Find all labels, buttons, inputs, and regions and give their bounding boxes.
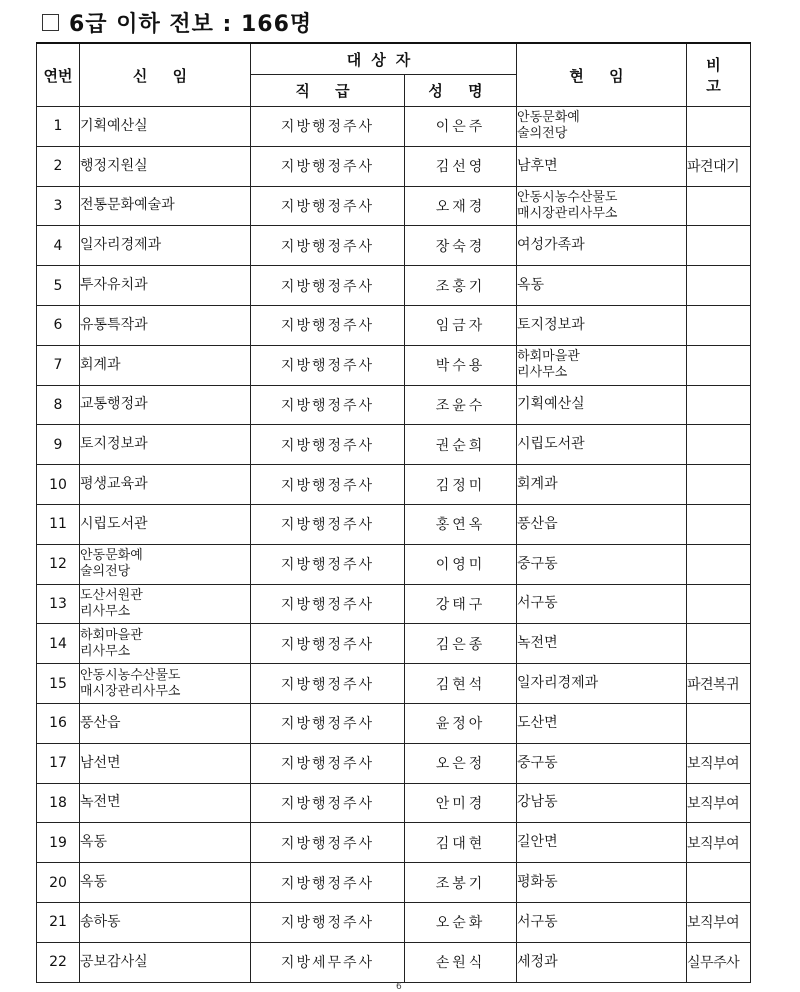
name-cell: 조홍기 (405, 266, 517, 306)
current-post-cell: 길안면 (517, 834, 558, 851)
note-cell (687, 226, 751, 266)
table-row (37, 743, 751, 783)
new-post-cell: 전통문화예술과 (80, 197, 175, 214)
table-row (37, 544, 751, 584)
row-number: 22 (37, 942, 80, 982)
note-cell: 보직부여 (687, 823, 751, 863)
rank-cell: 지방행정주사 (251, 584, 405, 624)
note-cell (687, 465, 751, 505)
header-rank: 직 급 (251, 75, 405, 107)
table-row (37, 584, 751, 624)
new-post-cell: 공보감사실 (80, 953, 148, 970)
table-row (37, 226, 751, 266)
note-cell (687, 186, 751, 226)
roster-body (37, 107, 751, 983)
page-title: 6급 이하 전보 : 166명 (69, 11, 313, 37)
row-number: 9 (37, 425, 80, 465)
table-row (37, 863, 751, 903)
name-cell: 박수용 (405, 345, 517, 385)
new-post-cell: 시립도서관 (80, 515, 148, 532)
note-cell: 보직부여 (687, 783, 751, 823)
header-new-post: 신 임 (80, 43, 251, 107)
row-number: 14 (37, 624, 80, 664)
header-current-post: 현 임 (517, 43, 687, 107)
name-cell: 오재경 (405, 186, 517, 226)
name-cell: 이영미 (405, 544, 517, 584)
name-cell: 임금자 (405, 305, 517, 345)
table-row (37, 186, 751, 226)
table-row (37, 305, 751, 345)
table-row (37, 624, 751, 664)
row-number: 6 (37, 305, 80, 345)
table-row (37, 664, 751, 704)
current-post-cell: 하회마을관 리사무소 (517, 349, 580, 381)
current-post-cell: 일자리경제과 (517, 675, 599, 692)
rank-cell: 지방행정주사 (251, 345, 405, 385)
note-cell (687, 544, 751, 584)
new-post-cell: 유통특작과 (80, 316, 148, 333)
rank-cell: 지방행정주사 (251, 305, 405, 345)
page-number: 6 (396, 982, 402, 992)
name-cell: 손원식 (405, 942, 517, 982)
row-number: 17 (37, 743, 80, 783)
name-cell: 장숙경 (405, 226, 517, 266)
row-number: 20 (37, 863, 80, 903)
name-cell: 김은종 (405, 624, 517, 664)
name-cell: 조봉기 (405, 863, 517, 903)
rank-cell: 지방행정주사 (251, 743, 405, 783)
transfer-roster-table (36, 42, 751, 983)
rank-cell: 지방행정주사 (251, 425, 405, 465)
current-post-cell: 중구동 (517, 754, 558, 771)
rank-cell: 지방행정주사 (251, 465, 405, 505)
table-row (37, 425, 751, 465)
rank-cell: 지방행정주사 (251, 863, 405, 903)
note-cell (687, 703, 751, 743)
current-post-cell: 안동시농수산물도 매시장관리사무소 (517, 189, 618, 221)
table-row (37, 465, 751, 505)
name-cell: 조윤수 (405, 385, 517, 425)
name-cell: 김현석 (405, 664, 517, 704)
new-post-cell: 평생교육과 (80, 476, 148, 493)
row-number: 1 (37, 107, 80, 147)
current-post-cell: 도산면 (517, 714, 558, 731)
current-post-cell: 여성가족과 (517, 237, 585, 254)
rank-cell: 지방행정주사 (251, 504, 405, 544)
row-number: 12 (37, 544, 80, 584)
current-post-cell: 녹전면 (517, 635, 558, 652)
current-post-cell: 토지정보과 (517, 316, 585, 333)
table-row (37, 146, 751, 186)
rank-cell: 지방행정주사 (251, 624, 405, 664)
new-post-cell: 송하동 (80, 913, 121, 930)
current-post-cell: 안동문화예 술의전당 (517, 110, 580, 142)
note-cell (687, 504, 751, 544)
row-number: 7 (37, 345, 80, 385)
row-number: 4 (37, 226, 80, 266)
table-row (37, 783, 751, 823)
note-cell (687, 305, 751, 345)
row-number: 18 (37, 783, 80, 823)
new-post-cell: 행정지원실 (80, 157, 148, 174)
table-row (37, 504, 751, 544)
rank-cell: 지방행정주사 (251, 664, 405, 704)
current-post-cell: 중구동 (517, 555, 558, 572)
rank-cell: 지방행정주사 (251, 544, 405, 584)
new-post-cell: 풍산읍 (80, 714, 121, 731)
name-cell: 김정미 (405, 465, 517, 505)
name-cell: 윤정아 (405, 703, 517, 743)
header-no: 연번 (37, 43, 80, 107)
note-cell (687, 345, 751, 385)
new-post-cell: 교통행정과 (80, 396, 148, 413)
new-post-cell: 투자유치과 (80, 277, 148, 294)
page-header (42, 8, 312, 36)
new-post-cell: 녹전면 (80, 794, 121, 811)
header-name: 성 명 (405, 75, 517, 107)
row-number: 5 (37, 266, 80, 306)
header-target: 대상자 (251, 43, 517, 75)
table-row (37, 385, 751, 425)
row-number: 19 (37, 823, 80, 863)
note-cell (687, 584, 751, 624)
rank-cell: 지방행정주사 (251, 266, 405, 306)
note-cell: 파견복귀 (687, 664, 751, 704)
rank-cell: 지방행정주사 (251, 783, 405, 823)
rank-cell: 지방행정주사 (251, 703, 405, 743)
checkbox-icon (42, 14, 59, 31)
new-post-cell: 옥동 (80, 874, 108, 891)
current-post-cell: 남후면 (517, 157, 558, 174)
name-cell: 권순희 (405, 425, 517, 465)
current-post-cell: 기획예산실 (517, 396, 585, 413)
new-post-cell: 옥동 (80, 834, 108, 851)
row-number: 13 (37, 584, 80, 624)
table-row (37, 942, 751, 982)
note-cell: 보직부여 (687, 743, 751, 783)
name-cell: 강태구 (405, 584, 517, 624)
note-cell (687, 107, 751, 147)
rank-cell: 지방행정주사 (251, 902, 405, 942)
note-cell (687, 385, 751, 425)
new-post-cell: 일자리경제과 (80, 237, 162, 254)
new-post-cell: 하회마을관 리사무소 (80, 627, 143, 659)
rank-cell: 지방행정주사 (251, 186, 405, 226)
new-post-cell: 토지정보과 (80, 436, 148, 453)
new-post-cell: 도산서원관 리사무소 (80, 587, 143, 619)
note-cell (687, 624, 751, 664)
note-cell: 파견대기 (687, 146, 751, 186)
current-post-cell: 서구동 (517, 595, 558, 612)
table-row (37, 345, 751, 385)
row-number: 8 (37, 385, 80, 425)
row-number: 15 (37, 664, 80, 704)
new-post-cell: 안동문화예 술의전당 (80, 548, 143, 580)
row-number: 10 (37, 465, 80, 505)
rank-cell: 지방세무주사 (251, 942, 405, 982)
note-cell (687, 425, 751, 465)
rank-cell: 지방행정주사 (251, 823, 405, 863)
row-number: 16 (37, 703, 80, 743)
rank-cell: 지방행정주사 (251, 385, 405, 425)
name-cell: 이은주 (405, 107, 517, 147)
table-row (37, 902, 751, 942)
row-number: 2 (37, 146, 80, 186)
new-post-cell: 기획예산실 (80, 117, 148, 134)
note-cell (687, 266, 751, 306)
current-post-cell: 서구동 (517, 913, 558, 930)
row-number: 3 (37, 186, 80, 226)
note-cell (687, 863, 751, 903)
new-post-cell: 안동시농수산물도 매시장관리사무소 (80, 667, 181, 699)
name-cell: 오은정 (405, 743, 517, 783)
table-row (37, 107, 751, 147)
table-row (37, 823, 751, 863)
rank-cell: 지방행정주사 (251, 146, 405, 186)
current-post-cell: 세정과 (517, 953, 558, 970)
name-cell: 안미경 (405, 783, 517, 823)
header-note: 비 고 (687, 43, 751, 107)
table-row (37, 266, 751, 306)
current-post-cell: 시립도서관 (517, 436, 585, 453)
note-cell: 보직부여 (687, 902, 751, 942)
current-post-cell: 풍산읍 (517, 515, 558, 532)
row-number: 11 (37, 504, 80, 544)
name-cell: 홍연옥 (405, 504, 517, 544)
new-post-cell: 남선면 (80, 754, 121, 771)
current-post-cell: 옥동 (517, 277, 545, 294)
name-cell: 오순화 (405, 902, 517, 942)
current-post-cell: 평화동 (517, 874, 558, 891)
name-cell: 김대현 (405, 823, 517, 863)
current-post-cell: 강남동 (517, 794, 558, 811)
rank-cell: 지방행정주사 (251, 226, 405, 266)
rank-cell: 지방행정주사 (251, 107, 405, 147)
note-cell: 실무주사 (687, 942, 751, 982)
row-number: 21 (37, 902, 80, 942)
current-post-cell: 회계과 (517, 476, 558, 493)
name-cell: 김선영 (405, 146, 517, 186)
table-row (37, 703, 751, 743)
new-post-cell: 회계과 (80, 356, 121, 373)
